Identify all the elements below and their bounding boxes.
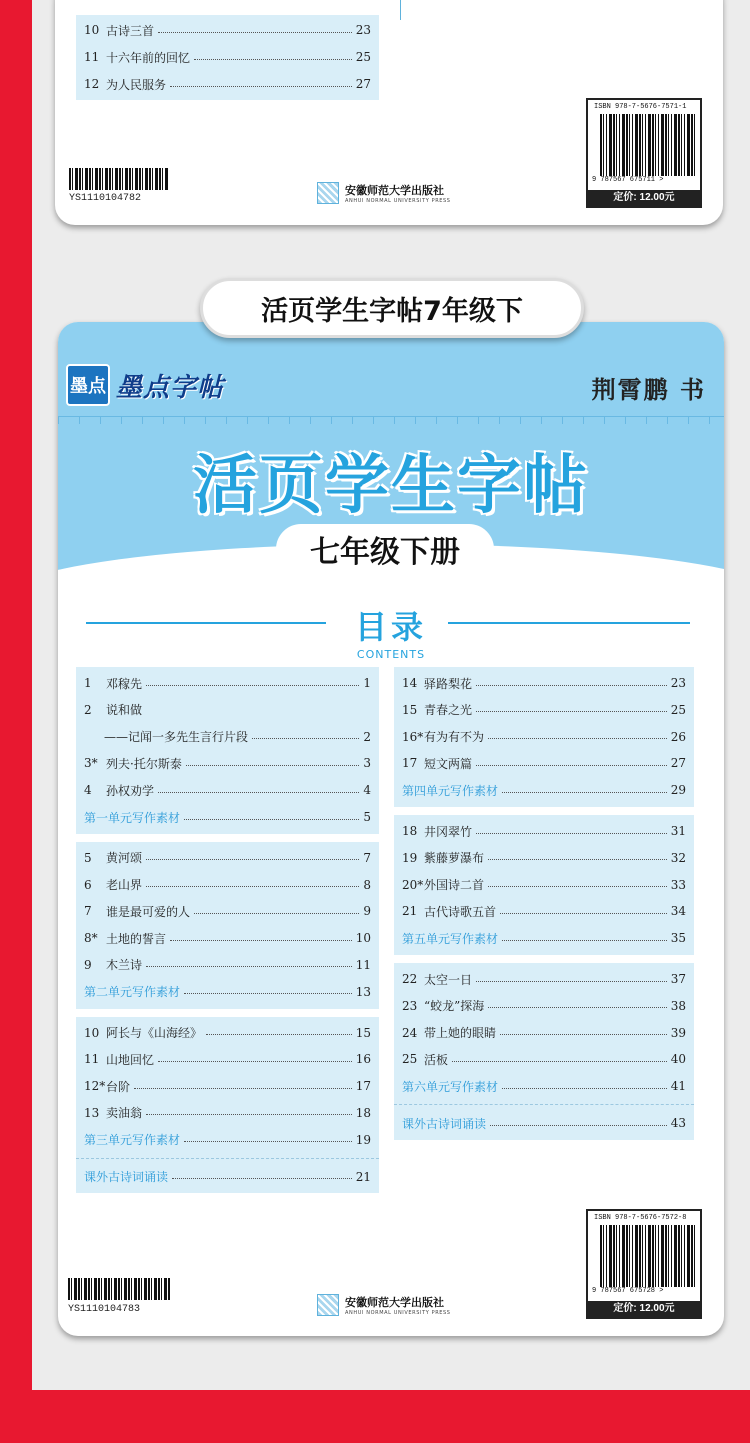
toc-group: [394, 667, 694, 807]
toc-row-title: 邓稼先: [106, 676, 143, 691]
toc-row-title: 紫藤萝瀑布: [424, 851, 485, 866]
toc-row-page: 5: [363, 810, 371, 824]
toc-row-title: 短文两篇: [424, 756, 473, 771]
toc-row-title: 土地的誓言: [106, 931, 167, 946]
column-divider: [400, 0, 401, 20]
toc-row-title: 木兰诗: [106, 958, 143, 973]
toc-row-leader: [158, 1061, 352, 1062]
brand-name: 墨点字帖: [116, 372, 225, 403]
toc-row-leader: [184, 993, 352, 994]
toc-row-leader: [500, 1034, 667, 1035]
toc-row: [76, 777, 379, 803]
toc-row-page: 18: [355, 1105, 371, 1120]
toc-row-number: 17: [402, 756, 418, 771]
toc-row-number: 8*: [84, 931, 98, 946]
toc-row-leader: [134, 1088, 352, 1089]
toc-row-number: 7: [84, 904, 92, 919]
toc-row-page: 29: [670, 783, 686, 798]
publisher: [317, 1294, 451, 1316]
toc-row-leader: [194, 913, 359, 914]
toc-row: [394, 1073, 694, 1099]
toc-row-leader: [488, 738, 667, 739]
toc-row-title: 谁是最可爱的人: [106, 904, 191, 919]
toc-row-page: 32: [670, 850, 686, 865]
toc-row-leader: [146, 886, 359, 887]
book-title: 活页学生字帖: [193, 449, 589, 523]
publisher-logo-icon: [317, 1294, 339, 1316]
toc-row: [76, 925, 379, 951]
toc-row-number: 20*: [402, 877, 424, 892]
barcode-text: YS1110104783: [68, 1304, 141, 1315]
toc-row-number: 10: [84, 1025, 100, 1040]
toc-row: [76, 44, 379, 70]
toc-row-page: 1: [363, 676, 371, 690]
publisher-logo-icon: [317, 182, 339, 204]
toc-row-number: 11: [84, 1052, 100, 1067]
toc-group: [76, 667, 379, 834]
brand-logo-icon: 墨点: [66, 364, 110, 406]
brand: [66, 364, 224, 406]
toc-row-number: 21: [402, 904, 418, 919]
toc-row: [394, 1110, 694, 1136]
toc-row-page: 35: [670, 931, 686, 946]
toc-row: [76, 1100, 379, 1126]
toc-row: [76, 750, 379, 776]
toc-row-page: 39: [670, 1025, 686, 1040]
toc-row-title: 课外古诗词诵读: [84, 1170, 169, 1185]
toc-row-leader: [158, 32, 352, 33]
toc-row-leader: [452, 1061, 667, 1062]
toc-row-title: 第二单元写作素材: [84, 985, 181, 1000]
toc-row-number: 10: [84, 23, 100, 37]
toc-separator: [394, 1104, 694, 1105]
toc-row-number: 18: [402, 824, 418, 838]
grade-label: 七年级下册: [310, 535, 460, 570]
toc-row-leader: [206, 1034, 352, 1035]
toc-row: [394, 925, 694, 951]
toc-row-title: 第三单元写作素材: [84, 1133, 181, 1148]
publisher-name-en: ANHUI NORMAL UNIVERSITY PRESS: [345, 198, 451, 204]
toc-group: [76, 842, 379, 1009]
top-toc-box: [76, 15, 379, 100]
toc-row: [394, 777, 694, 803]
toc-row-number: 12*: [84, 1079, 106, 1094]
toc-row: [76, 952, 379, 978]
toc-row-page: 13: [355, 984, 371, 999]
toc-row: [394, 845, 694, 871]
toc-row-title: 黄河颂: [106, 851, 143, 866]
toc-row: [76, 1073, 379, 1099]
toc-row-number: 6: [84, 877, 92, 892]
toc-row: [394, 1046, 694, 1072]
toc-row-page: 9: [363, 904, 371, 919]
toc-row-page: 26: [670, 729, 686, 744]
ruler-line: [58, 416, 724, 424]
toc-row-title: 第五单元写作素材: [402, 931, 499, 946]
isbn-barcode: [600, 114, 696, 176]
toc-row-leader: [476, 833, 667, 834]
toc-row: [76, 845, 379, 871]
toc-row-leader: [476, 765, 667, 766]
toc-row-leader: [170, 86, 352, 87]
toc-row-number: 13: [84, 1105, 100, 1120]
toc-group: [76, 1017, 379, 1194]
toc-row-number: 19: [402, 850, 418, 865]
publisher-name-en: ANHUI NORMAL UNIVERSITY PRESS: [345, 1310, 451, 1316]
toc-row-page: 33: [670, 877, 686, 892]
toc-title-en: CONTENTS: [356, 648, 426, 661]
toc-row-page: 16: [355, 1052, 371, 1067]
toc-row: [394, 697, 694, 723]
price-label: 定价: 12.00元: [588, 190, 700, 206]
toc-row-title: 青春之光: [424, 703, 473, 718]
toc-row-leader: [186, 765, 360, 766]
toc-row-number: 5: [84, 850, 92, 865]
toc-row-page: 11: [355, 957, 371, 972]
toc-row-title: 卖油翁: [106, 1106, 143, 1121]
toc-row-page: 15: [355, 1025, 371, 1040]
toc-row-leader: [488, 886, 667, 887]
toc-row-leader: [146, 685, 359, 686]
barcode: [69, 168, 169, 190]
toc-row-leader: [146, 1114, 352, 1115]
toc-separator: [76, 1158, 379, 1159]
barcode: [68, 1278, 170, 1300]
toc-row: [394, 993, 694, 1019]
publisher-name: 安徽师范大学出版社: [345, 184, 444, 197]
toc-row-title: 第一单元写作素材: [84, 810, 181, 825]
toc-row: [394, 750, 694, 776]
toc-row-title: 台阶: [106, 1079, 131, 1094]
toc-row-leader: [476, 711, 667, 712]
toc-group: [394, 963, 694, 1140]
toc-row: [394, 966, 694, 992]
toc-row: [76, 1127, 379, 1153]
isbn-box: [586, 98, 702, 208]
toc-row-number: 15: [402, 702, 418, 717]
toc-row-page: 23: [355, 23, 371, 37]
toc-row-leader: [488, 859, 667, 860]
toc-row-leader: [146, 859, 359, 860]
toc-row-title: 第四单元写作素材: [402, 783, 499, 798]
toc-row-number: 25: [402, 1052, 418, 1067]
toc-row-title: 古代诗歌五首: [424, 904, 497, 919]
toc-row-page: 25: [670, 702, 686, 717]
isbn-text: ISBN 978-7-5676-7572-8: [594, 1214, 687, 1222]
toc-row-page: 41: [670, 1079, 686, 1094]
toc-row-title: 井冈翠竹: [424, 824, 473, 839]
toc-row-number: 1: [84, 676, 92, 690]
toc-row-title: 活板: [424, 1052, 449, 1067]
previous-booklet-card: [55, 0, 723, 225]
toc-row-number: 14: [402, 676, 418, 690]
toc-row-number: 22: [402, 972, 418, 986]
toc-row: [394, 670, 694, 696]
toc-row-title: 阿长与《山海经》: [106, 1026, 203, 1041]
toc-row-leader: [158, 792, 359, 793]
toc-row-number: 12: [84, 77, 100, 91]
toc-row-leader: [502, 940, 667, 941]
toc-row-page: 2: [363, 729, 371, 744]
price-label: 定价: 12.00元: [588, 1301, 700, 1317]
isbn-digits: 9 787567 675711 >: [592, 176, 664, 184]
toc-row-title: 课外古诗词诵读: [402, 1116, 487, 1131]
author: 荆霄鹏 书: [591, 375, 706, 404]
booklet-cover-card: [58, 322, 724, 1336]
toc-group: [394, 815, 694, 955]
toc-row: [76, 71, 379, 97]
toc-row: [76, 979, 379, 1005]
isbn-digits: 9 787567 675728 >: [592, 1287, 664, 1295]
toc-row: [394, 818, 694, 844]
isbn-box: [586, 1209, 702, 1319]
isbn-text: ISBN 978-7-5676-7571-1: [594, 103, 687, 111]
toc-row-title: 太空一日: [424, 972, 473, 987]
toc-row-title: 第六单元写作素材: [402, 1079, 499, 1094]
product-label-pill: 活页学生字帖7年级下: [200, 278, 584, 338]
toc-row-title: 有为有不为: [424, 730, 485, 745]
toc-row-leader: [146, 966, 352, 967]
toc-row-page: 3: [363, 756, 371, 771]
toc-row-page: 38: [670, 998, 686, 1013]
toc-row-title: 外国诗二首: [424, 878, 485, 893]
toc-row-leader: [184, 1141, 352, 1142]
toc-row-page: 25: [355, 50, 371, 64]
toc-row-page: 43: [670, 1116, 686, 1130]
toc-row-number: 2: [84, 702, 92, 717]
barcode-text: YS1110104782: [69, 193, 142, 204]
grade-pill: [276, 524, 494, 574]
toc-row-title: 十六年前的回忆: [106, 50, 191, 65]
toc-row-page: 21: [355, 1169, 371, 1184]
toc-row: [76, 1164, 379, 1190]
isbn-barcode: [600, 1225, 696, 1287]
toc-row-page: 27: [670, 756, 686, 771]
toc-row-title: 古诗三首: [106, 23, 155, 38]
toc-row-number: 11: [84, 50, 100, 64]
toc-row-number: 16*: [402, 729, 424, 744]
toc-row: [76, 697, 379, 723]
toc-row-title: 为人民服务: [106, 77, 167, 92]
toc-row-number: 4: [84, 783, 92, 798]
toc-row-title: 孙权劝学: [106, 783, 155, 798]
toc-row: [76, 1020, 379, 1046]
toc-row-leader: [252, 738, 359, 739]
toc-row-leader: [172, 1178, 352, 1179]
toc-row: [76, 17, 379, 43]
toc-row-leader: [476, 685, 667, 686]
toc-row-title: 列夫·托尔斯泰: [106, 756, 182, 771]
toc-row: [76, 670, 379, 696]
toc-row-page: 37: [670, 972, 686, 986]
toc-row-page: 23: [670, 676, 686, 690]
toc-row: [394, 724, 694, 750]
toc-row: [76, 1046, 379, 1072]
toc-row-page: 40: [670, 1052, 686, 1067]
toc-row-title: 老山界: [106, 878, 143, 893]
toc-row-leader: [194, 59, 352, 60]
toc-heading: [58, 602, 724, 661]
toc-row-title: 说和做: [106, 703, 143, 718]
bottom-red-band: [0, 1390, 750, 1443]
toc-row-title: 驿路梨花: [424, 676, 473, 691]
toc-row: [394, 898, 694, 924]
toc-row-page: 10: [355, 931, 371, 946]
toc-row-number: 3*: [84, 756, 98, 771]
toc-row-leader: [502, 792, 667, 793]
toc-row: [394, 872, 694, 898]
toc-row-page: 8: [363, 877, 371, 892]
toc-row-leader: [500, 913, 667, 914]
toc-row: [76, 898, 379, 924]
toc-row-leader: [488, 1007, 666, 1008]
toc-row-title: “蛟龙”探海: [424, 999, 485, 1014]
toc-row-leader: [502, 1088, 667, 1089]
toc-row-leader: [170, 940, 352, 941]
toc-row-number: 9: [84, 957, 92, 972]
toc-row: [76, 724, 379, 750]
toc-row-title: 山地回忆: [106, 1052, 155, 1067]
toc-row-page: 17: [355, 1079, 371, 1094]
toc-row-title: 带上她的眼睛: [424, 1026, 497, 1041]
toc-row: [394, 1020, 694, 1046]
toc-row-page: 27: [355, 77, 371, 91]
toc-row-leader: [476, 981, 667, 982]
toc-row-leader: [490, 1125, 667, 1126]
toc-row: [76, 804, 379, 830]
toc-row: [76, 872, 379, 898]
toc-row-page: 4: [363, 783, 371, 798]
toc-row-number: 23: [402, 998, 418, 1013]
toc-row-title: ——记闻一多先生言行片段: [104, 730, 249, 745]
toc-row-number: 24: [402, 1025, 418, 1040]
publisher-name: 安徽师范大学出版社: [345, 1296, 444, 1309]
toc-row-leader: [184, 819, 359, 820]
toc-row-page: 31: [670, 824, 686, 838]
toc-row-page: 7: [363, 850, 371, 865]
toc-row-page: 19: [355, 1132, 371, 1147]
publisher: [317, 182, 451, 204]
toc-title: 目录: [354, 608, 427, 646]
toc-row-page: 34: [670, 904, 686, 919]
